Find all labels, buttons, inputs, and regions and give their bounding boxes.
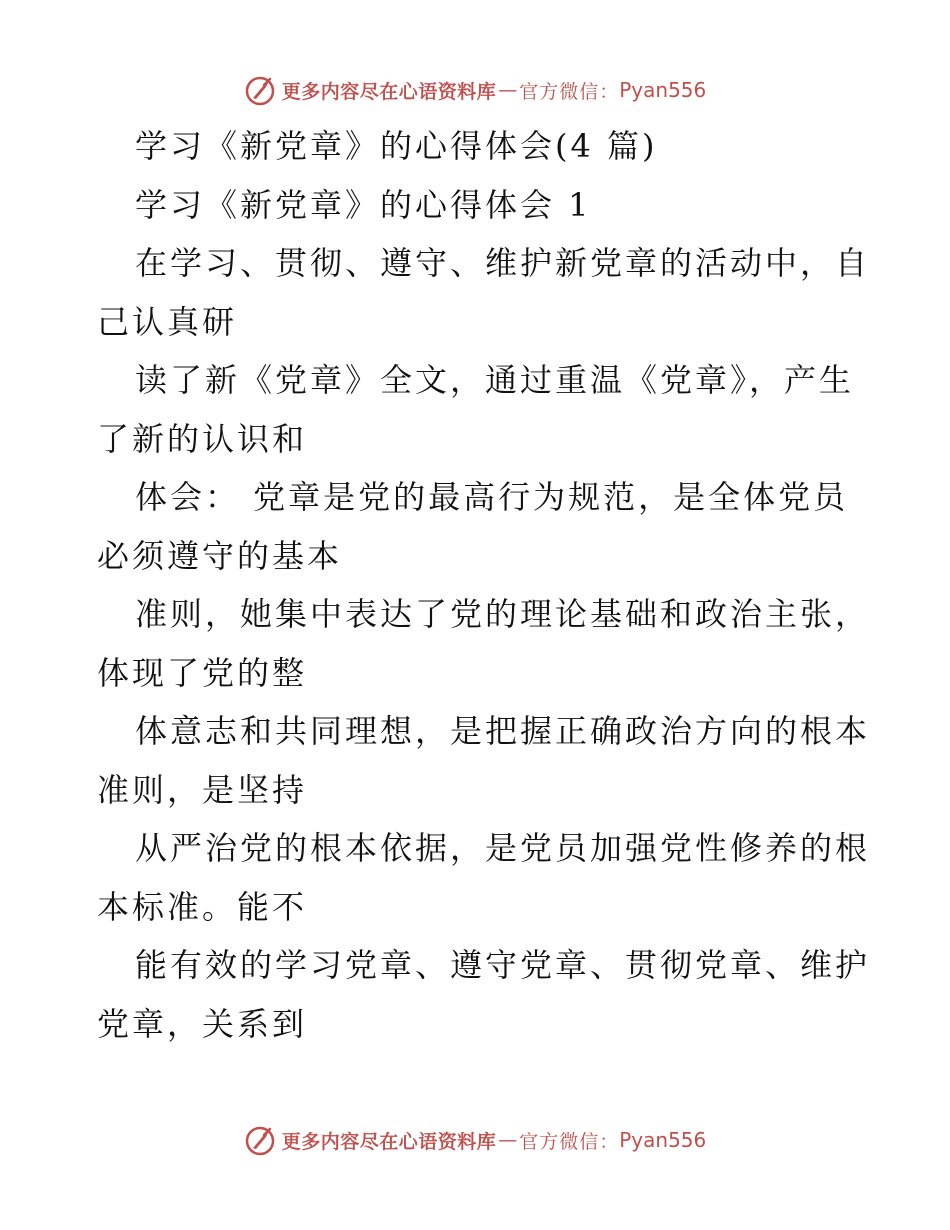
watermark-main-text: 更多内容尽在心语资料库 [281,1130,497,1153]
paragraph-line: 从严治党的根本依据，是党员加强党性修养的根 [135,829,871,867]
paragraph-line: 准则，是坚持 [97,770,308,809]
watermark-dash: — [498,1129,518,1151]
header-watermark [0,70,950,110]
watermark-sub-text: 官方微信： [519,1130,620,1153]
document-title: 学习《新党章》的心得体会(4 篇) [135,127,658,165]
paragraph-line: 准则，她集中表达了党的理论基础和政治主张， [135,595,871,633]
paragraph-line: 党章，关系到 [97,1004,308,1043]
paragraph-line: 了新的认识和 [97,419,308,458]
section-heading: 学习《新党章》的心得体会 1 [135,185,592,224]
pen-logo-icon [244,1123,278,1157]
watermark-sub-text: 官方微信： [519,80,620,103]
paragraph-line: 能有效的学习党章、遵守党章、贯彻党章、维护 [135,946,871,984]
watermark-dash: — [498,79,518,101]
paragraph-line: 体现了党的整 [97,653,308,692]
paragraph-line: 己认真研 [97,302,238,341]
paragraph-line: 必须遵守的基本 [97,536,343,575]
paragraph-line: 体意志和共同理想，是把握正确政治方向的根本 [135,712,871,750]
footer-watermark [0,1120,950,1160]
paragraph-line: 本标准。能不 [97,887,308,926]
watermark-wechat-id: Pyan556 [619,78,707,102]
paragraph-line: 在学习、贯彻、遵守、维护新党章的活动中，自 [135,244,871,282]
paragraph-line: 体会： 党章是党的最高行为规范，是全体党员 [135,478,849,516]
watermark-wechat-id: Pyan556 [619,1128,707,1152]
paragraph-line: 读了新《党章》全文，通过重温《党章》，产生 [135,361,855,399]
watermark-main-text: 更多内容尽在心语资料库 [281,80,497,103]
document-body [97,117,871,1053]
pen-logo-icon [244,73,278,107]
